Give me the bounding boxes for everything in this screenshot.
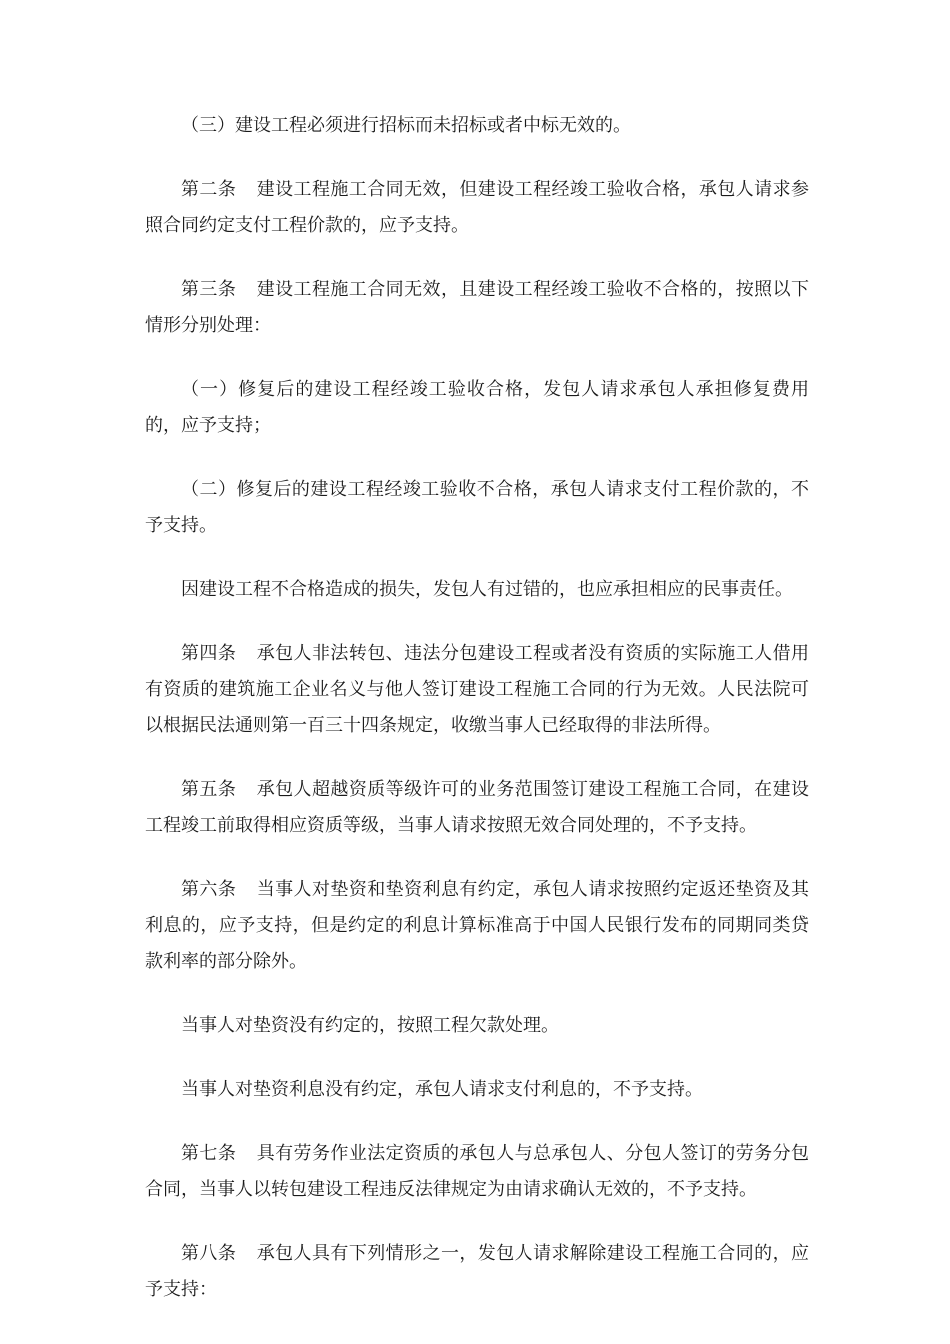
article-text: 具有劳务作业法定资质的承包人与总承包人、分包人签订的劳务分包合同，当事人以转包建设工程违反法律规定为由请求确认无效的，不予支持。 xyxy=(145,1143,810,1200)
article-text: 建设工程施工合同无效，且建设工程经竣工验收不合格的，按照以下情形分别处理： xyxy=(145,279,810,336)
article-number: 第二条 xyxy=(181,179,237,200)
article-3 xyxy=(145,272,809,344)
article-8 xyxy=(145,1236,809,1308)
article-number: 第八条 xyxy=(181,1243,237,1264)
paragraph-text: （三）建设工程必须进行招标而未招标或者中标无效的。 xyxy=(181,115,631,136)
paragraph-item-1 xyxy=(145,372,809,444)
paragraph-text: （一）修复后的建设工程经竣工验收合格，发包人请求承包人承担修复费用的，应予支持； xyxy=(145,379,809,436)
paragraph-liability xyxy=(145,572,809,608)
article-number: 第六条 xyxy=(181,879,237,900)
article-text: 承包人非法转包、违法分包建设工程或者没有资质的实际施工人借用有资质的建筑施工企业名义与他人签订建设工程施工合同的行为无效。人民法院可以根据民法通则第一百三十四条规定，收缴当事人已经取得的非法所得。 xyxy=(145,643,810,736)
article-2 xyxy=(145,172,809,244)
article-6 xyxy=(145,872,809,980)
article-number: 第七条 xyxy=(181,1143,237,1164)
paragraph-item-2 xyxy=(145,472,809,544)
article-5 xyxy=(145,772,809,844)
article-text: 承包人超越资质等级许可的业务范围签订建设工程施工合同，在建设工程竣工前取得相应资质等级，当事人请求按照无效合同处理的，不予支持。 xyxy=(145,779,810,836)
article-number: 第三条 xyxy=(181,279,237,300)
article-text: 建设工程施工合同无效，但建设工程经竣工验收合格，承包人请求参照合同约定支付工程价款的，应予支持。 xyxy=(145,179,810,236)
article-4 xyxy=(145,636,809,744)
paragraph-text: 当事人对垫资没有约定的，按照工程欠款处理。 xyxy=(181,1015,559,1036)
article-7 xyxy=(145,1136,809,1208)
article-number: 第五条 xyxy=(181,779,237,800)
article-number: 第四条 xyxy=(181,643,237,664)
paragraph-interest-no-agreement xyxy=(145,1072,809,1108)
paragraph-item-3 xyxy=(145,108,809,144)
article-text: 当事人对垫资和垫资利息有约定，承包人请求按照约定返还垫资及其利息的，应予支持，但是约定的利息计算标准高于中国人民银行发布的同期同类贷款利率的部分除外。 xyxy=(145,879,810,972)
paragraph-text: 当事人对垫资利息没有约定，承包人请求支付利息的，不予支持。 xyxy=(181,1079,703,1100)
document-page xyxy=(145,108,809,1336)
paragraph-advance-no-agreement xyxy=(145,1008,809,1044)
paragraph-text: （二）修复后的建设工程经竣工验收不合格，承包人请求支付工程价款的，不予支持。 xyxy=(145,479,809,536)
article-text: 承包人具有下列情形之一，发包人请求解除建设工程施工合同的，应予支持： xyxy=(145,1243,810,1300)
paragraph-text: 因建设工程不合格造成的损失，发包人有过错的，也应承担相应的民事责任。 xyxy=(181,579,793,600)
